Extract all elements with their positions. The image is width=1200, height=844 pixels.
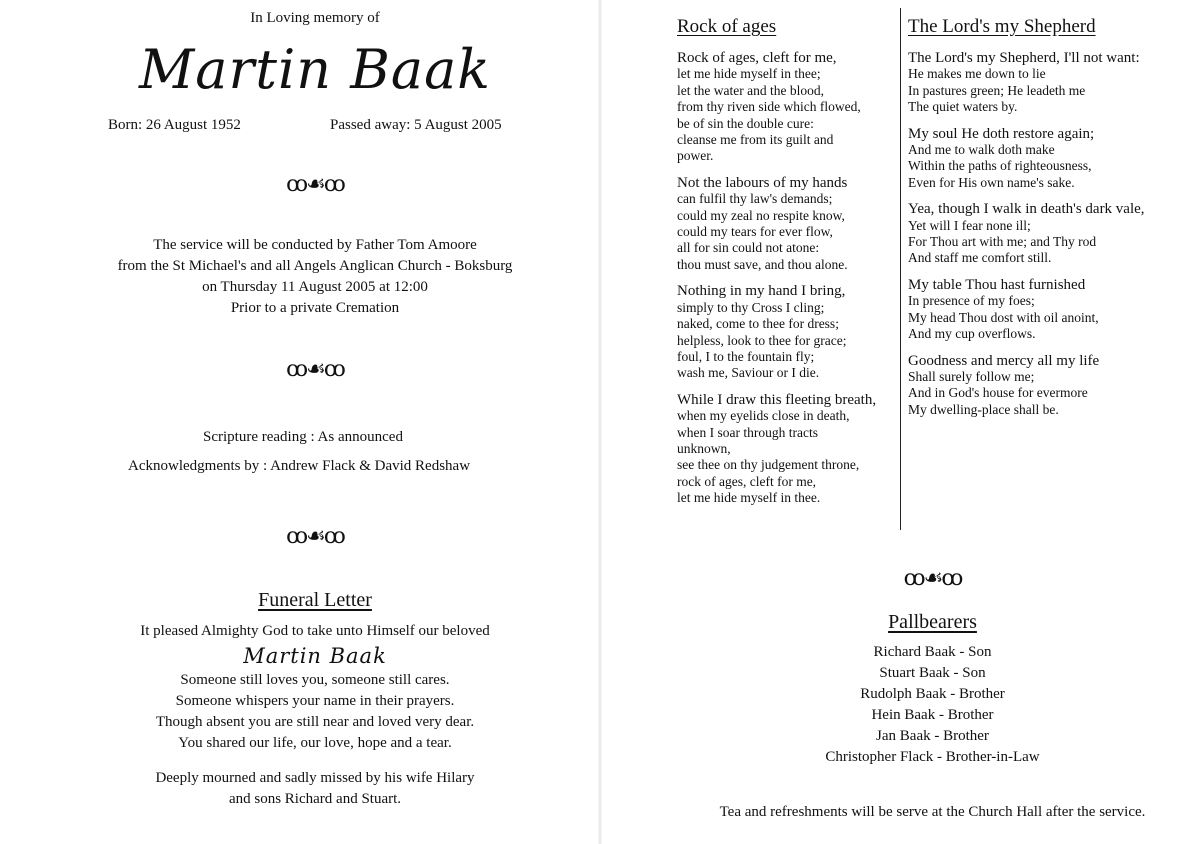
- hymn-line: In presence of my foes;: [908, 293, 1035, 309]
- hymn-line: from thy riven side which flowed,: [677, 99, 861, 115]
- ornament-divider: ꝏ☙ꝏ: [286, 356, 344, 381]
- memorial-name: Martin Baak: [138, 38, 491, 101]
- scripture-reading: Scripture reading : As announced: [203, 429, 403, 445]
- service-details: [0, 235, 630, 319]
- hymn-line: Goodness and mercy all my life: [908, 352, 1100, 369]
- right-page: [600, 0, 1200, 844]
- poem-line: Though absent you are still near and loved very dear.: [155, 714, 475, 730]
- hymn-stanza: [677, 283, 892, 381]
- hymn-line: see thee on thy judgement throne,: [677, 457, 860, 473]
- hymn-lords-my-shepherd: [908, 16, 1168, 428]
- hymn-line: And my cup overflows.: [908, 326, 1036, 342]
- refreshments-note: Tea and refreshments will be serve at the Church Hall after the service.: [719, 804, 1146, 820]
- acknowledgments: Acknowledgments by : Andrew Flack & David Redshaw: [128, 458, 471, 474]
- hymn-line: foul, I to the fountain fly;: [677, 348, 815, 364]
- service-line: from the St Michael's and all Angels Anglican Church - Boksburg: [117, 258, 513, 274]
- hymn-line: Shall surely follow me;: [908, 368, 1035, 384]
- hymn-line: helpless, look to thee for grace;: [677, 332, 847, 348]
- hymn-line: Yet will I fear none ill;: [908, 217, 1031, 233]
- hymn-line: Nothing in my hand I bring,: [677, 283, 846, 300]
- hymn-line: My table Thou hast furnished: [908, 276, 1086, 293]
- ornament-divider: ꝏ☙ꝏ: [903, 565, 962, 590]
- hymn-stanza: [677, 50, 892, 165]
- hymn-line: Even for His own name's sake.: [908, 174, 1075, 190]
- hymn-line: could my tears for ever flow,: [677, 224, 833, 240]
- hymn-stanza: [677, 392, 892, 507]
- hymn-line: My dwelling-place shall be.: [908, 401, 1059, 417]
- hymn-line: While I draw this fleeting breath,: [677, 391, 877, 408]
- service-line: Prior to a private Cremation: [230, 300, 400, 316]
- ornament-divider: ꝏ☙ꝏ: [286, 171, 344, 196]
- column-divider: [900, 8, 901, 530]
- hymn-line: Within the paths of righteousness,: [908, 158, 1092, 174]
- hymn-line: when I soar through tracts: [677, 424, 818, 440]
- ornament-divider: ꝏ☙ꝏ: [286, 523, 344, 548]
- hymn-line: And in God's house for evermore: [908, 385, 1088, 401]
- hymn-line: when my eyelids close in death,: [677, 408, 850, 424]
- hymn-line: The Lord's my Shepherd, I'll not want:: [908, 50, 1140, 66]
- hymn-line: For Thou art with me; and Thy rod: [908, 234, 1097, 250]
- pallbearer-name: Christopher Flack - Brother-in-Law: [825, 749, 1040, 765]
- hymn-line: My soul He doth restore again;: [908, 125, 1095, 142]
- hymn-line: The quiet waters by.: [908, 99, 1018, 115]
- hymn-line: be of sin the double cure:: [677, 115, 814, 131]
- hymn-line: unknown,: [677, 440, 731, 456]
- hymn-title: The Lord's my Shepherd: [908, 16, 1096, 37]
- hymn-rock-of-ages: [677, 16, 892, 517]
- born-date: Born: 26 August 1952: [108, 117, 241, 133]
- hymn-line: thou must save, and thou alone.: [677, 256, 848, 272]
- hymn-line: let me hide myself in thee;: [677, 66, 821, 82]
- poem-line: Someone still loves you, someone still cares.: [180, 672, 450, 688]
- closing-line: and sons Richard and Stuart.: [228, 791, 402, 807]
- hymn-line: could my zeal no respite know,: [677, 207, 845, 223]
- hymn-title: Rock of ages: [677, 16, 777, 37]
- pallbearer-name: Rudolph Baak - Brother: [860, 686, 1005, 702]
- pallbearer-name: Stuart Baak - Son: [879, 665, 986, 681]
- memorial-intro: In Loving memory of: [250, 10, 380, 26]
- hymn-line: Not the labours of my hands: [677, 174, 848, 191]
- hymn-line: let the water and the blood,: [677, 82, 824, 98]
- hymn-line: Yea, though I walk in death's dark vale,: [908, 201, 1145, 218]
- service-line: The service will be conducted by Father Tom Amoore: [153, 237, 477, 253]
- hymn-stanza: [908, 201, 1168, 267]
- hymn-line: all for sin could not atone:: [677, 240, 820, 256]
- hymn-line: naked, come to thee for dress;: [677, 316, 839, 332]
- pallbearers-section: [770, 610, 1095, 768]
- pallbearer-name: Richard Baak - Son: [873, 644, 992, 660]
- hymn-line: rock of ages, cleft for me,: [677, 473, 817, 489]
- funeral-letter-section: [0, 588, 630, 810]
- hymn-stanza: [908, 126, 1168, 192]
- hymn-stanza: [908, 353, 1168, 419]
- funeral-letter-name: Martin Baak: [243, 644, 387, 668]
- hymn-line: In pastures green; He leadeth me: [908, 82, 1086, 98]
- pallbearer-name: Jan Baak - Brother: [876, 728, 989, 744]
- pallbearer-name: Hein Baak - Brother: [871, 707, 994, 723]
- hymn-line: And me to walk doth make: [908, 142, 1055, 158]
- hymn-line: let me hide myself in thee.: [677, 490, 821, 506]
- closing-line: Deeply mourned and sadly missed by his wife Hilary: [155, 770, 475, 786]
- hymn-line: can fulfil thy law's demands;: [677, 191, 833, 207]
- hymn-line: wash me, Saviour or I die.: [677, 365, 820, 381]
- hymn-line: He makes me down to lie: [908, 66, 1046, 82]
- poem-line: You shared our life, our love, hope and a tear.: [178, 735, 452, 751]
- hymn-stanza: [908, 50, 1168, 116]
- hymn-line: cleanse me from its guilt and: [677, 132, 834, 148]
- poem-line: Someone whispers your name in their prayers.: [175, 693, 455, 709]
- hymn-line: simply to thy Cross I cling;: [677, 299, 825, 315]
- hymn-stanza: [908, 277, 1168, 343]
- hymn-stanza: [677, 175, 892, 273]
- service-line: on Thursday 11 August 2005 at 12:00: [202, 279, 428, 295]
- funeral-letter-intro: It pleased Almighty God to take unto Himself our beloved: [140, 623, 490, 639]
- hymn-line: power.: [677, 148, 714, 164]
- hymn-line: And staff me comfort still.: [908, 250, 1052, 266]
- hymn-line: Rock of ages, cleft for me,: [677, 50, 837, 66]
- hymn-line: My head Thou dost with oil anoint,: [908, 309, 1099, 325]
- funeral-letter-heading: Funeral Letter: [258, 589, 372, 611]
- passed-date: Passed away: 5 August 2005: [330, 117, 502, 133]
- pallbearers-heading: Pallbearers: [888, 611, 977, 633]
